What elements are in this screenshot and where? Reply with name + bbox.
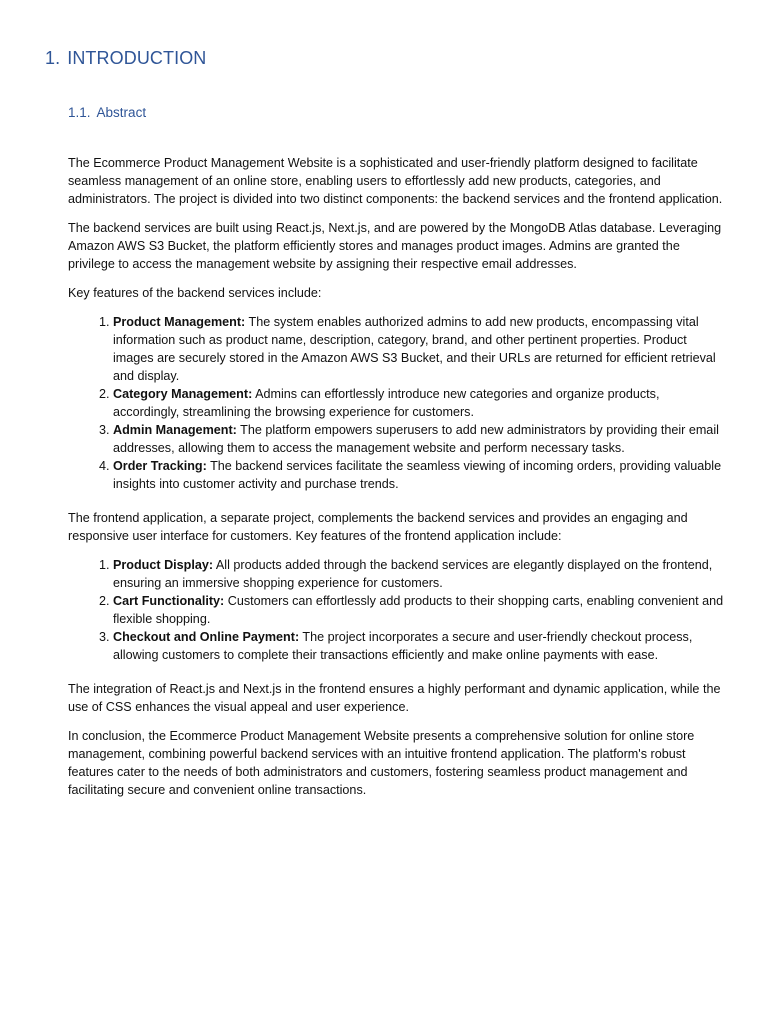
list-item bbox=[113, 385, 728, 421]
list-item bbox=[113, 628, 728, 664]
list-item bbox=[113, 457, 728, 493]
list-item-title: Cart Functionality: bbox=[113, 594, 225, 608]
list-item bbox=[113, 556, 728, 592]
paragraph-overview: The Ecommerce Product Management Website is a sophisticated and user-friendly platform designed to facilitate seamless management of an online store, enabling users to effortlessly add new products, categories, and administrators. The project is divided into two distinct components: the backend services and the frontend application. bbox=[68, 156, 723, 206]
list-item-title: Checkout and Online Payment: bbox=[113, 630, 300, 644]
paragraph-integration: The integration of React.js and Next.js in the frontend ensures a highly performant and dynamic application, while the use of CSS enhances the visual appeal and user experience. bbox=[68, 682, 721, 714]
list-item-text: All products added through the backend services are elegantly displayed on the frontend, ensuring an immersive shopping experience for customers. bbox=[113, 558, 713, 590]
paragraph-backend-features-intro: Key features of the backend services include: bbox=[68, 286, 322, 300]
list-item-text: The system enables authorized admins to add new products, encompassing vital information such as product name, description, category, brand, and other pertinent properties. Product images are securely stored in the Amazon AWS S3 Bucket, and their URLs are returned for efficient retrieval and display. bbox=[113, 315, 716, 383]
list-item-text: The platform empowers superusers to add new administrators by providing their email addresses, allowing them to access the management website and perform necessary tasks. bbox=[113, 423, 719, 455]
list-item bbox=[113, 421, 728, 457]
list-item-text: Admins can effortlessly introduce new categories and organize products, accordingly, streamlining the browsing experience for customers. bbox=[113, 387, 660, 419]
list-item-title: Product Display: bbox=[113, 558, 214, 572]
paragraph-frontend: The frontend application, a separate project, complements the backend services and provides an engaging and responsive user interface for customers. Key features of the frontend application include: bbox=[68, 511, 688, 543]
list-item-title: Order Tracking: bbox=[113, 459, 207, 473]
section-heading bbox=[45, 48, 206, 69]
section-number: 1. bbox=[45, 48, 61, 68]
document-body bbox=[68, 154, 728, 810]
paragraph-conclusion: In conclusion, the Ecommerce Product Management Website presents a comprehensive solution for online store management, combining powerful backend services with an intuitive frontend application. The platform's robust features cater to the needs of both administrators and customers, fostering seamless product management and facilitating secure and convenient online transactions. bbox=[68, 729, 695, 797]
subsection-number: 1.1. bbox=[68, 105, 91, 120]
list-item-title: Product Management: bbox=[113, 315, 246, 329]
list-item bbox=[113, 592, 728, 628]
list-item-title: Admin Management: bbox=[113, 423, 237, 437]
frontend-features-list bbox=[68, 556, 728, 664]
subsection-title: Abstract bbox=[96, 105, 147, 120]
backend-features-list bbox=[68, 313, 728, 493]
list-item-text: Customers can effortlessly add products to their shopping carts, enabling convenient and flexible shopping. bbox=[113, 594, 724, 626]
list-item bbox=[113, 313, 728, 385]
section-title: INTRODUCTION bbox=[67, 48, 207, 68]
list-item-text: The backend services facilitate the seamless viewing of incoming orders, providing valuable insights into customer activity and purchase trends. bbox=[113, 459, 722, 491]
list-item-text: The project incorporates a secure and user-friendly checkout process, allowing customers to complete their transactions efficiently and make online payments with ease. bbox=[113, 630, 693, 662]
subsection-heading bbox=[68, 105, 146, 120]
paragraph-backend: The backend services are built using React.js, Next.js, and are powered by the MongoDB Atlas database. Leveraging Amazon AWS S3 Bucket, the platform efficiently stores and manages product images. Admins are granted the privilege to access the management website by assigning their respective email addresses. bbox=[68, 221, 722, 271]
list-item-title: Category Management: bbox=[113, 387, 253, 401]
